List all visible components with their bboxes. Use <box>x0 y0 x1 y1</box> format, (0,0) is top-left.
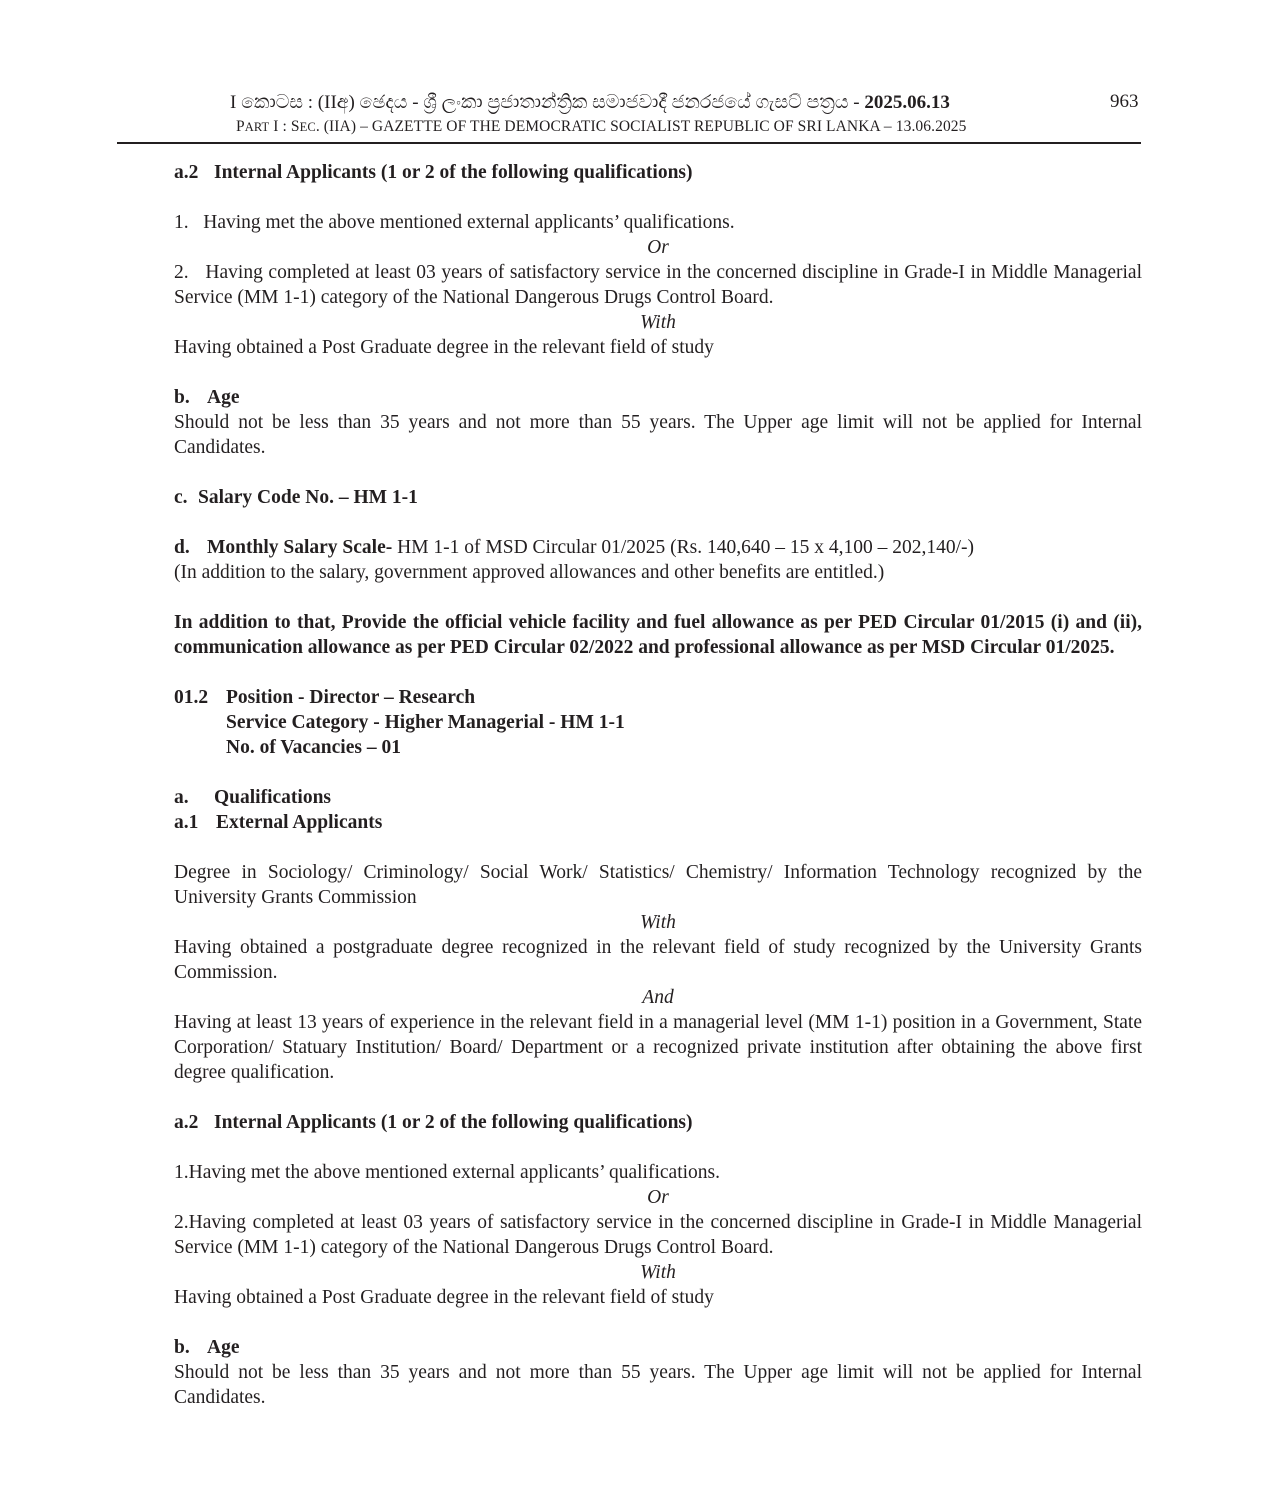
age-requirement: Should not be less than 35 years and not more than 55 years. The Upper age limit will not be applied for Internal Candidates. <box>174 1362 1142 1408</box>
heading-title: Age <box>207 1337 240 1358</box>
salary-scale-text: HM 1-1 of MSD Circular 01/2025 (Rs. 140,640 – 15 x 4,100 – 202,140/-) <box>392 537 974 558</box>
qualification-item-1: 1.Having met the above mentioned external applicants’ qualifications. <box>174 1162 720 1183</box>
position-name: Position - Director – Research <box>226 687 476 708</box>
spacer <box>174 835 1142 860</box>
header-sec-initial: I : S <box>269 118 300 135</box>
spacer <box>174 1085 1142 1110</box>
postgraduate-requirement: Having obtained a Post Graduate degree in the relevant field of study <box>174 1287 714 1308</box>
heading-title: Qualifications <box>214 787 332 808</box>
position-title <box>174 685 1142 710</box>
heading-number: b. <box>174 387 190 408</box>
heading-number: a.1 <box>174 812 199 833</box>
header-part-initial: P <box>236 118 245 135</box>
header-english-rest: . (IIA) – GAZETTE OF THE DEMOCRATIC SOCIALIST REPUBLIC OF SRI LANKA – 13.06.2025 <box>315 118 967 135</box>
spacer <box>174 510 1142 535</box>
header-sinhala-title: I කොටස : (IIඅ) ඡෙදය - ශ්‍රී ලංකා ප්‍රජාතාන්ත්‍රික සමාජවාදී ජනරජයේ ගැසට් පත්‍රය - <box>230 92 865 113</box>
header-sinhala <box>230 90 1030 116</box>
heading-number: d. <box>174 537 190 558</box>
spacer <box>174 585 1142 610</box>
heading-title: Age <box>207 387 240 408</box>
qualification-item-1: 1. Having met the above mentioned external applicants’ qualifications. <box>174 212 735 233</box>
section-heading-salary-code <box>174 485 1142 510</box>
service-category: Service Category - Higher Managerial - HM 1-1 <box>226 712 625 733</box>
section-heading-internal <box>174 1110 1142 1135</box>
header-part-smallcaps: ART <box>244 120 270 134</box>
vacancies: No. of Vacancies – 01 <box>226 737 401 758</box>
qualification-item-2: 2. Having completed at least 03 years of satisfactory service in the concerned discipline in Grade-I in Middle Managerial Service (MM 1-1) category of the National Dangerous Drugs Control Board. <box>174 262 1147 308</box>
section-heading-external <box>174 810 1142 835</box>
section-heading-qualifications <box>174 785 1142 810</box>
page-content <box>174 160 1147 1410</box>
spacer <box>174 360 1142 385</box>
spacer <box>174 460 1142 485</box>
spacer <box>174 660 1142 685</box>
heading-number: a.2 <box>174 1112 199 1133</box>
heading-number: b. <box>174 1337 190 1358</box>
spacer <box>174 1135 1142 1160</box>
degree-requirement: Degree in Sociology/ Criminology/ Social Work/ Statistics/ Chemistry/ Information Technology recognized by the University Grants Commission <box>174 862 1142 908</box>
qualification-item-2: 2.Having completed at least 03 years of satisfactory service in the concerned discipline in Grade-I in Middle Managerial Service (MM 1-1) category of the National Dangerous Drugs Control Board. <box>174 1212 1142 1258</box>
heading-number: c. <box>174 487 188 508</box>
allowances-paragraph: In addition to that, Provide the official vehicle facility and fuel allowance as per PED Circular 01/2015 (i) and (ii), communication allowance as per PED Circular 02/2022 and professional allowance as per MSD Circular 01/2025. <box>174 612 1142 658</box>
spacer <box>174 1310 1142 1335</box>
heading-title: Salary Code No. – HM 1-1 <box>198 487 418 508</box>
heading-number: a. <box>174 787 189 808</box>
heading-title: Monthly Salary Scale- <box>207 537 393 558</box>
section-heading-a2 <box>174 160 1142 185</box>
heading-title: Internal Applicants (1 or 2 of the following qualifications) <box>214 162 693 183</box>
heading-number: a.2 <box>174 162 199 183</box>
header-english <box>236 117 1036 137</box>
spacer <box>174 760 1142 785</box>
connector-with: With <box>640 912 676 933</box>
section-heading-age <box>174 385 1142 410</box>
connector-or: Or <box>647 237 669 258</box>
postgraduate-requirement: Having obtained a Post Graduate degree in the relevant field of study <box>174 337 714 358</box>
spacer <box>174 185 1142 210</box>
header-rule <box>117 142 1141 144</box>
connector-and: And <box>642 987 674 1008</box>
connector-with: With <box>640 312 676 333</box>
salary-note: (In addition to the salary, government approved allowances and other benefits are entitled.) <box>174 562 885 583</box>
page-number: 963 <box>1110 91 1139 112</box>
postgraduate-requirement: Having obtained a postgraduate degree recognized in the relevant field of study recognized by the University Grants Commission. <box>174 937 1142 983</box>
experience-requirement: Having at least 13 years of experience in the relevant field in a managerial level (MM 1-1) position in a Government, State Corporation/ Statuary Institution/ Board/ Department or a recognized private institution after obtaining the above first degree qualification. <box>174 1012 1142 1083</box>
age-requirement: Should not be less than 35 years and not more than 55 years. The Upper age limit will not be applied for Internal Candidates. <box>174 412 1142 458</box>
connector-with: With <box>640 1262 676 1283</box>
heading-title: Internal Applicants (1 or 2 of the following qualifications) <box>214 1112 693 1133</box>
monthly-salary-scale <box>174 535 1142 560</box>
header-sec-smallcaps: EC <box>299 120 316 134</box>
position-number: 01.2 <box>174 687 209 708</box>
header-sinhala-date: 2025.06.13 <box>864 92 950 113</box>
section-heading-age <box>174 1335 1142 1360</box>
connector-or: Or <box>647 1187 669 1208</box>
heading-title: External Applicants <box>216 812 383 833</box>
